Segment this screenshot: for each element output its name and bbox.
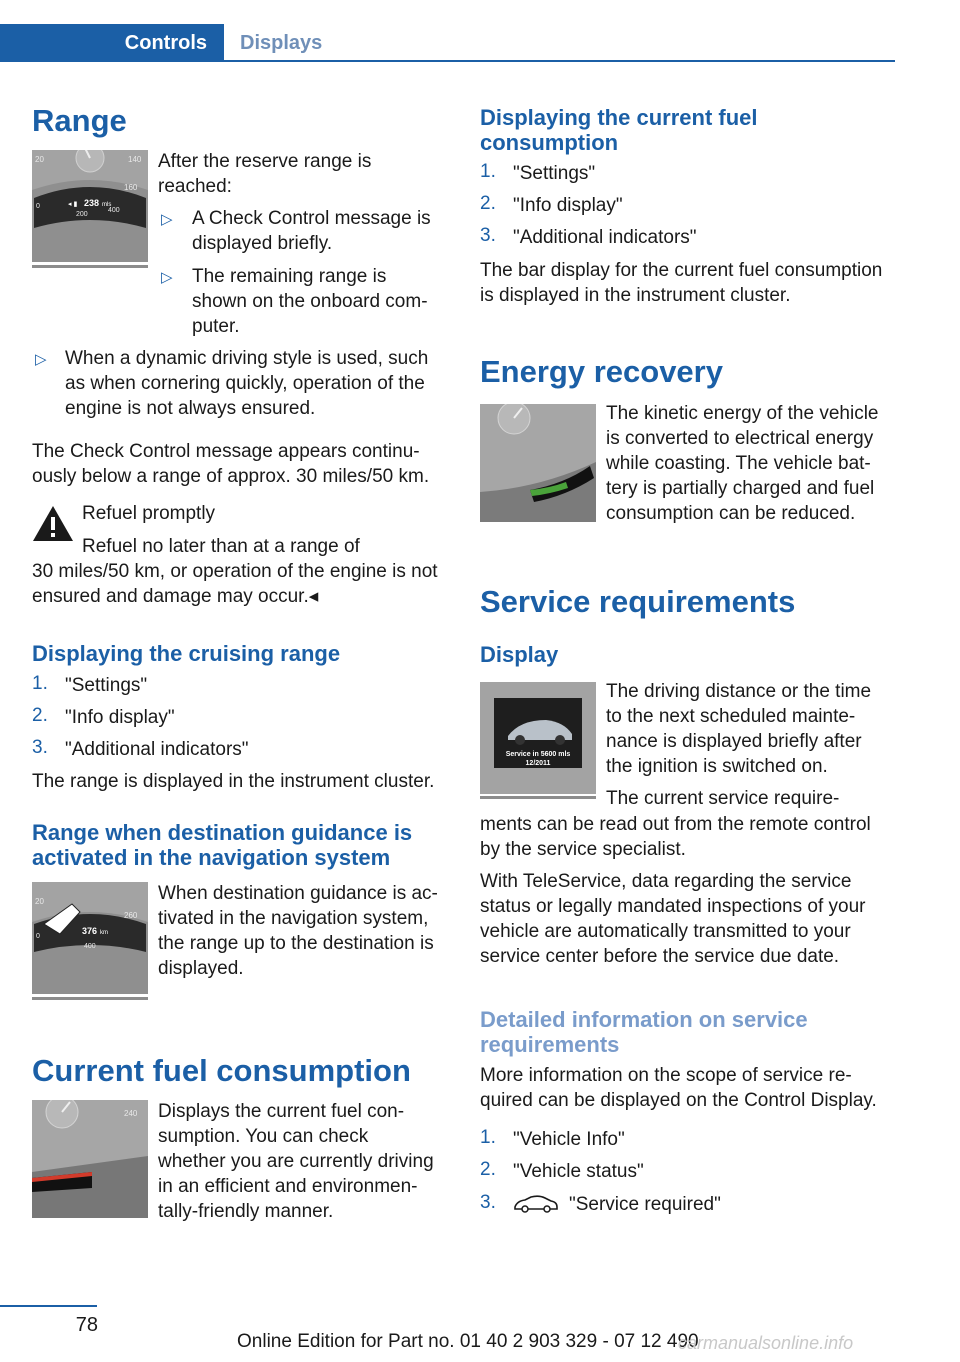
section-title-fuel: Current fuel consumption (32, 1053, 411, 1088)
destination-gauge-graphic (32, 882, 148, 994)
fuel-line3: whether you are currently driving (158, 1151, 434, 1172)
energy-line3: while coasting. The vehicle bat- (606, 453, 871, 474)
destination-line2: tivated in the navigation system, (158, 908, 429, 929)
service-display-graphic (480, 682, 596, 794)
gauge2-tick-0: 0 (36, 933, 40, 940)
service-line5: The current service require- (606, 788, 840, 809)
cruise-step-2: "Info display" (65, 707, 175, 728)
range-intro-line2: reached: (158, 176, 232, 197)
energy-line4: tery is partially charged and fuel (606, 478, 875, 499)
energy-gauge-graphic (480, 404, 596, 522)
fuel-line1: Displays the current fuel con- (158, 1101, 405, 1122)
gauge1-range-value: 238 (84, 198, 100, 208)
list-number: 3. (480, 1192, 496, 1213)
detail-step-2: "Vehicle status" (513, 1161, 644, 1182)
gauge2-range-unit: km (100, 930, 108, 936)
range-gauge-image (32, 150, 148, 262)
bullet2-line3: puter. (192, 316, 240, 337)
gauge2-tick-400: 400 (84, 943, 96, 950)
bar-display-line1: The bar display for the current fuel consumption (480, 260, 883, 281)
image-underline (32, 265, 148, 268)
header-rule (0, 60, 895, 62)
service-line1: The driving distance or the time (606, 681, 872, 702)
list-number: 1. (480, 161, 496, 182)
range-intro-line1: After the reserve range is (158, 151, 372, 172)
page-header (0, 24, 895, 64)
gauge1-tick-160: 160 (124, 183, 138, 192)
bullet3-line2: as when cornering quickly, operation of the (65, 373, 425, 394)
bullet1-line2: displayed briefly. (192, 233, 333, 254)
fuel-step-2: "Info display" (513, 195, 623, 216)
fuel-line5: tally-friendly manner. (158, 1201, 334, 1222)
bullet3-line3: engine is not always ensured. (65, 398, 316, 419)
fuel-consumption-gauge-image (32, 1100, 148, 1218)
fuel-step-1: "Settings" (513, 163, 596, 184)
teleservice-line3: vehicle are automatically transmitted to your (480, 921, 851, 942)
service-line6: ments can be read out from the remote control (480, 814, 871, 835)
gauge2-tick-260: 260 (124, 911, 138, 920)
destination-line3: the range up to the destination is (158, 933, 434, 954)
energy-recovery-gauge-image (480, 404, 596, 522)
fuel-gauge-graphic (32, 1100, 148, 1218)
destination-line1: When destination guidance is ac- (158, 883, 438, 904)
teleservice-line2: status or legally mandated inspections of your (480, 896, 866, 917)
teleservice-line1: With TeleService, data regarding the service (480, 871, 852, 892)
footer-rule (0, 1305, 97, 1307)
tab-controls[interactable]: Controls (0, 24, 224, 62)
gauge1-tick-20: 20 (35, 155, 44, 164)
gauge3-tick-240: 240 (124, 1109, 138, 1118)
detail-step-3: "Service required" (569, 1194, 721, 1215)
bar-display-line2: is displayed in the instrument cluster. (480, 285, 791, 306)
list-number: 1. (32, 673, 48, 694)
bullet-triangle-icon: ▷ (161, 269, 173, 286)
service-screen-date: 12/2011 (525, 760, 551, 767)
bullet3-line1: When a dynamic driving style is used, such (65, 348, 429, 369)
gauge2-range-value: 376 (82, 926, 98, 936)
cruise-step-1: "Settings" (65, 675, 148, 696)
energy-line5: consumption can be reduced. (606, 503, 856, 524)
watermark: carmanualsonline.info (678, 1333, 854, 1353)
section-title-service: Service requirements (480, 584, 796, 619)
service-line4: the ignition is switched on. (606, 756, 828, 777)
detail-step-1: "Vehicle Info" (513, 1129, 625, 1150)
fuel-line2: sumption. You can check (158, 1126, 369, 1147)
cruising-range-heading: Displaying the cruising range (32, 641, 341, 666)
car-service-icon (513, 1194, 559, 1214)
service-display-image (480, 682, 596, 794)
energy-line1: The kinetic energy of the vehicle (606, 403, 879, 424)
more-info-line2: quired can be displayed on the Control Display. (480, 1090, 877, 1111)
list-number: 2. (480, 193, 496, 214)
display-subheading: Display (480, 642, 559, 667)
warning-line2: 30 miles/50 km, or operation of the engine is not (32, 561, 438, 582)
warning-title: Refuel promptly (82, 503, 216, 524)
service-line3: nance is displayed briefly after (606, 731, 862, 752)
energy-line2: is converted to electrical energy (606, 428, 874, 449)
bullet-triangle-icon: ▷ (161, 211, 173, 228)
svg-text:◂ ▮: ◂ ▮ (68, 201, 78, 208)
check-control-line2: ously below a range of approx. 30 miles/50 km. (32, 466, 430, 487)
display-fuel-heading-line2: consumption (480, 130, 619, 155)
check-control-line1: The Check Control message appears continu- (32, 441, 420, 462)
display-fuel-heading-line1: Displaying the current fuel (480, 105, 758, 130)
range-gauge-graphic (32, 150, 148, 262)
list-number: 2. (480, 1159, 496, 1180)
teleservice-line4: service center before the service due date. (480, 946, 840, 967)
warning-line3: ensured and damage may occur.◂ (32, 586, 319, 607)
section-title-range: Range (32, 103, 127, 138)
bullet-triangle-icon: ▷ (35, 351, 47, 368)
list-number: 3. (32, 737, 48, 758)
destination-heading-line1: Range when destination guidance is (32, 820, 413, 845)
service-line2: to the next scheduled mainte- (606, 706, 856, 727)
warning-icon (32, 504, 74, 542)
cruise-step-3: "Additional indicators" (65, 739, 249, 760)
gauge1-tick-0: 0 (36, 203, 40, 210)
gauge1-range-unit: mls (102, 202, 112, 208)
detailed-info-heading-line2: requirements (480, 1032, 620, 1057)
fuel-line4: in an efficient and environmen- (158, 1176, 418, 1197)
cruise-result: The range is displayed in the instrument cluster. (32, 771, 435, 792)
warning-line1: Refuel no later than at a range of (82, 536, 360, 557)
destination-heading-line2: activated in the navigation system (32, 845, 391, 870)
image-underline (32, 997, 148, 1000)
bullet2-line1: The remaining range is (192, 266, 387, 287)
gauge1-tick-400: 400 (108, 207, 120, 214)
section-title-energy: Energy recovery (480, 354, 723, 389)
image-underline (480, 796, 596, 799)
page-number: 78 (75, 1314, 98, 1336)
more-info-line1: More information on the scope of service re- (480, 1065, 852, 1086)
fuel-step-3: "Additional indicators" (513, 227, 697, 248)
list-number: 3. (480, 225, 496, 246)
bullet1-line1: A Check Control message is (192, 208, 431, 229)
gauge1-tick-140: 140 (128, 155, 142, 164)
edition-text: Online Edition for Part no. 01 40 2 903 329 - 07 12 490 (237, 1331, 699, 1352)
service-line7: by the service specialist. (480, 839, 686, 860)
destination-line4: displayed. (158, 958, 244, 979)
service-screen-distance: Service in 5600 mls (505, 751, 571, 758)
bullet2-line2: shown on the onboard com- (192, 291, 428, 312)
destination-range-gauge-image (32, 882, 148, 994)
gauge2-tick-20: 20 (35, 897, 44, 906)
gauge1-tick-200: 200 (76, 211, 88, 218)
list-number: 2. (32, 705, 48, 726)
detailed-info-heading-line1: Detailed information on service (480, 1007, 808, 1032)
tab-displays[interactable]: Displays (240, 32, 323, 54)
list-number: 1. (480, 1127, 496, 1148)
